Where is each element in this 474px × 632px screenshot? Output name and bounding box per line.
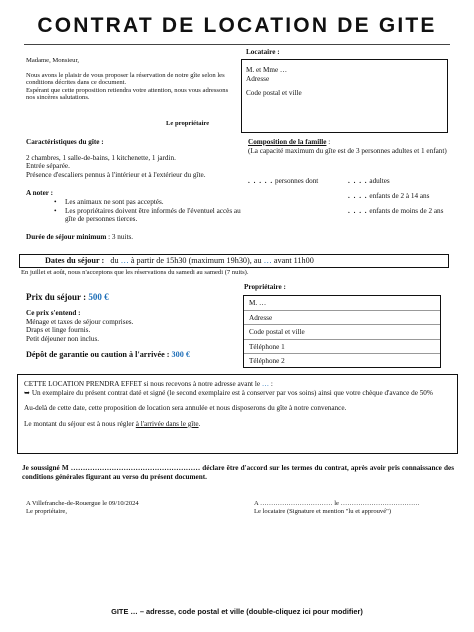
gite-section (26, 138, 241, 241)
signature-left (26, 500, 139, 515)
signature-tenant: Le locataire (Signature et mention "lu et approuvé") (254, 507, 392, 515)
prix-colon: : (80, 292, 89, 302)
inclus-item: Ménage et taxes de séjour comprises. (26, 317, 134, 326)
inclus-label: Ce prix s'entend (26, 309, 77, 317)
note-item: • Les propriétaires doivent être informés de l'éventuel accès au gîte de personnes tierces. (54, 207, 241, 224)
note-heading-colon: : (48, 189, 54, 198)
effet-line-4: Le montant du séjour est à nous régler (24, 419, 136, 428)
bebes-dots[interactable]: . . . . (348, 207, 368, 215)
dates-note: En juillet et août, nous n'acceptons que les réservations du samedi au samedi (7 nuits). (21, 269, 249, 276)
famille-section (248, 138, 453, 155)
gite-line-3: Présence d'escaliers pennus à l'intérieur et à l'extérieur du gîte. (26, 170, 206, 179)
effet-line-1-colon: : (269, 380, 273, 388)
prix-value: 500 € (88, 292, 109, 302)
note-list (54, 198, 241, 224)
signature-place-date: A Villefranche-de-Rouergue le 09/10/2024 (26, 500, 139, 507)
effet-date-placeholder[interactable]: … (261, 380, 270, 388)
letter-paragraph-1: Nous avons le plaisir de vous proposer la réservation de notre gîte selon les conditions décrites dans ce document. (26, 71, 225, 87)
effet-box (17, 374, 458, 454)
note-heading: A noter (26, 189, 49, 198)
famille-heading-colon: : (326, 138, 331, 146)
proprietaire-city: Code postal et ville (244, 325, 440, 340)
prix-section (26, 292, 236, 360)
proprietaire-name: M. … (244, 296, 440, 311)
duree-value: : 3 nuits. (106, 232, 134, 241)
gite-heading: Caractéristiques du gîte (26, 138, 100, 146)
famille-heading: Composition de la famille (248, 138, 327, 146)
locataire-address: Adresse (246, 74, 270, 83)
dates-text-2: à partir de 15h30 (maximum 19h30), au (128, 256, 264, 265)
note-item: • Les animaux ne sont pas acceptés. (54, 198, 241, 207)
gite-line-2: Entrée séparée. (26, 162, 70, 171)
page-footer[interactable]: GITE … – adresse, code postal et ville (double-cliquez ici pour modifier) (111, 607, 363, 616)
dates-colon: : (99, 256, 105, 265)
gite-line-1: 2 chambres, 1 salle-de-bains, 1 kitchenette, 1 jardin. (26, 153, 176, 162)
bebes-label: enfants de moins de 2 ans (369, 207, 444, 215)
signature-owner: Le propriétaire, (26, 507, 68, 515)
depot-label: Dépôt de garantie ou caution à l'arrivée (26, 350, 165, 360)
salutation: Madame, Monsieur, (26, 57, 80, 64)
inclus-item: Petit déjeuner non inclus. (26, 334, 100, 343)
title-rule (24, 44, 450, 45)
page-title: CONTRAT DE LOCATION DE GITE (37, 14, 437, 37)
letter-paragraph-2: Espérant que cette proposition retiendra votre attention, nous vous adressons nos sincères salutations. (26, 86, 229, 102)
duree-label: Durée de séjour minimum (26, 232, 107, 241)
famille-capacity-note: (La capacité maximum du gîte est de 3 personnes adultes et 1 enfant) (248, 146, 447, 155)
gite-heading-colon: : (99, 138, 104, 146)
arrow-icon: ➥ (24, 388, 31, 397)
locataire-name: M. et Mme … (246, 66, 288, 74)
personnes-dots[interactable]: . . . . . (248, 177, 274, 185)
signature-right (254, 500, 420, 515)
depot-value: 300 € (171, 350, 190, 360)
effet-line-4-end: . (198, 419, 201, 428)
proprietaire-phone-1: Téléphone 1 (244, 340, 440, 355)
depot-colon: : (164, 350, 172, 360)
locataire-heading: Locataire : (246, 48, 280, 56)
locataire-city: Code postal et ville (246, 89, 302, 98)
personnes-label: personnes dont (274, 177, 319, 185)
proprietaire-box[interactable] (243, 295, 441, 368)
effet-line-2: Un exemplaire du présent contrat daté et signé (le second exemplaire est à conserver par vos soins) ainsi que votre chèque d'avance de 50% (30, 388, 433, 397)
dates-text-3: avant 11h00 (271, 256, 314, 265)
date-start-placeholder[interactable]: … (120, 256, 129, 265)
dates-text-1: du (110, 256, 121, 265)
accord-text: Je soussigné M ……………………………………………… déclare être d'accord sur les termes du contrat, après avoir pris connaissance des conditions générales figurant au verso du présent document. (22, 464, 454, 481)
enfants-dots[interactable]: . . . . (348, 192, 368, 200)
enfants-label: enfants de 2 à 14 ans (369, 192, 430, 200)
effet-line-3: Au-delà de cette date, cette proposition de location sera annulée et nous disposerons du gîte à notre convenance. (24, 404, 347, 413)
effet-line-1: CETTE LOCATION PRENDRA EFFET si nous recevons à notre adresse avant le (24, 380, 262, 388)
adultes-label: adultes (369, 177, 390, 185)
adultes-dots[interactable]: . . . . (348, 177, 368, 185)
date-end-placeholder[interactable]: … (263, 256, 272, 265)
letter-block (26, 57, 231, 102)
inclus-item: Draps et linge fournis. (26, 326, 91, 335)
dates-box[interactable] (19, 254, 449, 268)
signature-tenant-place[interactable]: A …………………………… le ……………………………… (254, 500, 420, 507)
dates-label: Dates du séjour (45, 256, 100, 265)
locataire-box[interactable] (241, 59, 448, 133)
effet-line-4-underlined: à l'arrivée dans le gîte (135, 419, 199, 428)
inclus-colon: : (76, 309, 81, 317)
letter-signature: Le propriétaire (166, 120, 210, 127)
proprietaire-address: Adresse (244, 311, 440, 326)
proprietaire-phone-2: Téléphone 2 (249, 357, 285, 366)
proprietaire-heading: Propriétaire : (244, 283, 286, 291)
prix-label: Prix du séjour (26, 292, 81, 302)
